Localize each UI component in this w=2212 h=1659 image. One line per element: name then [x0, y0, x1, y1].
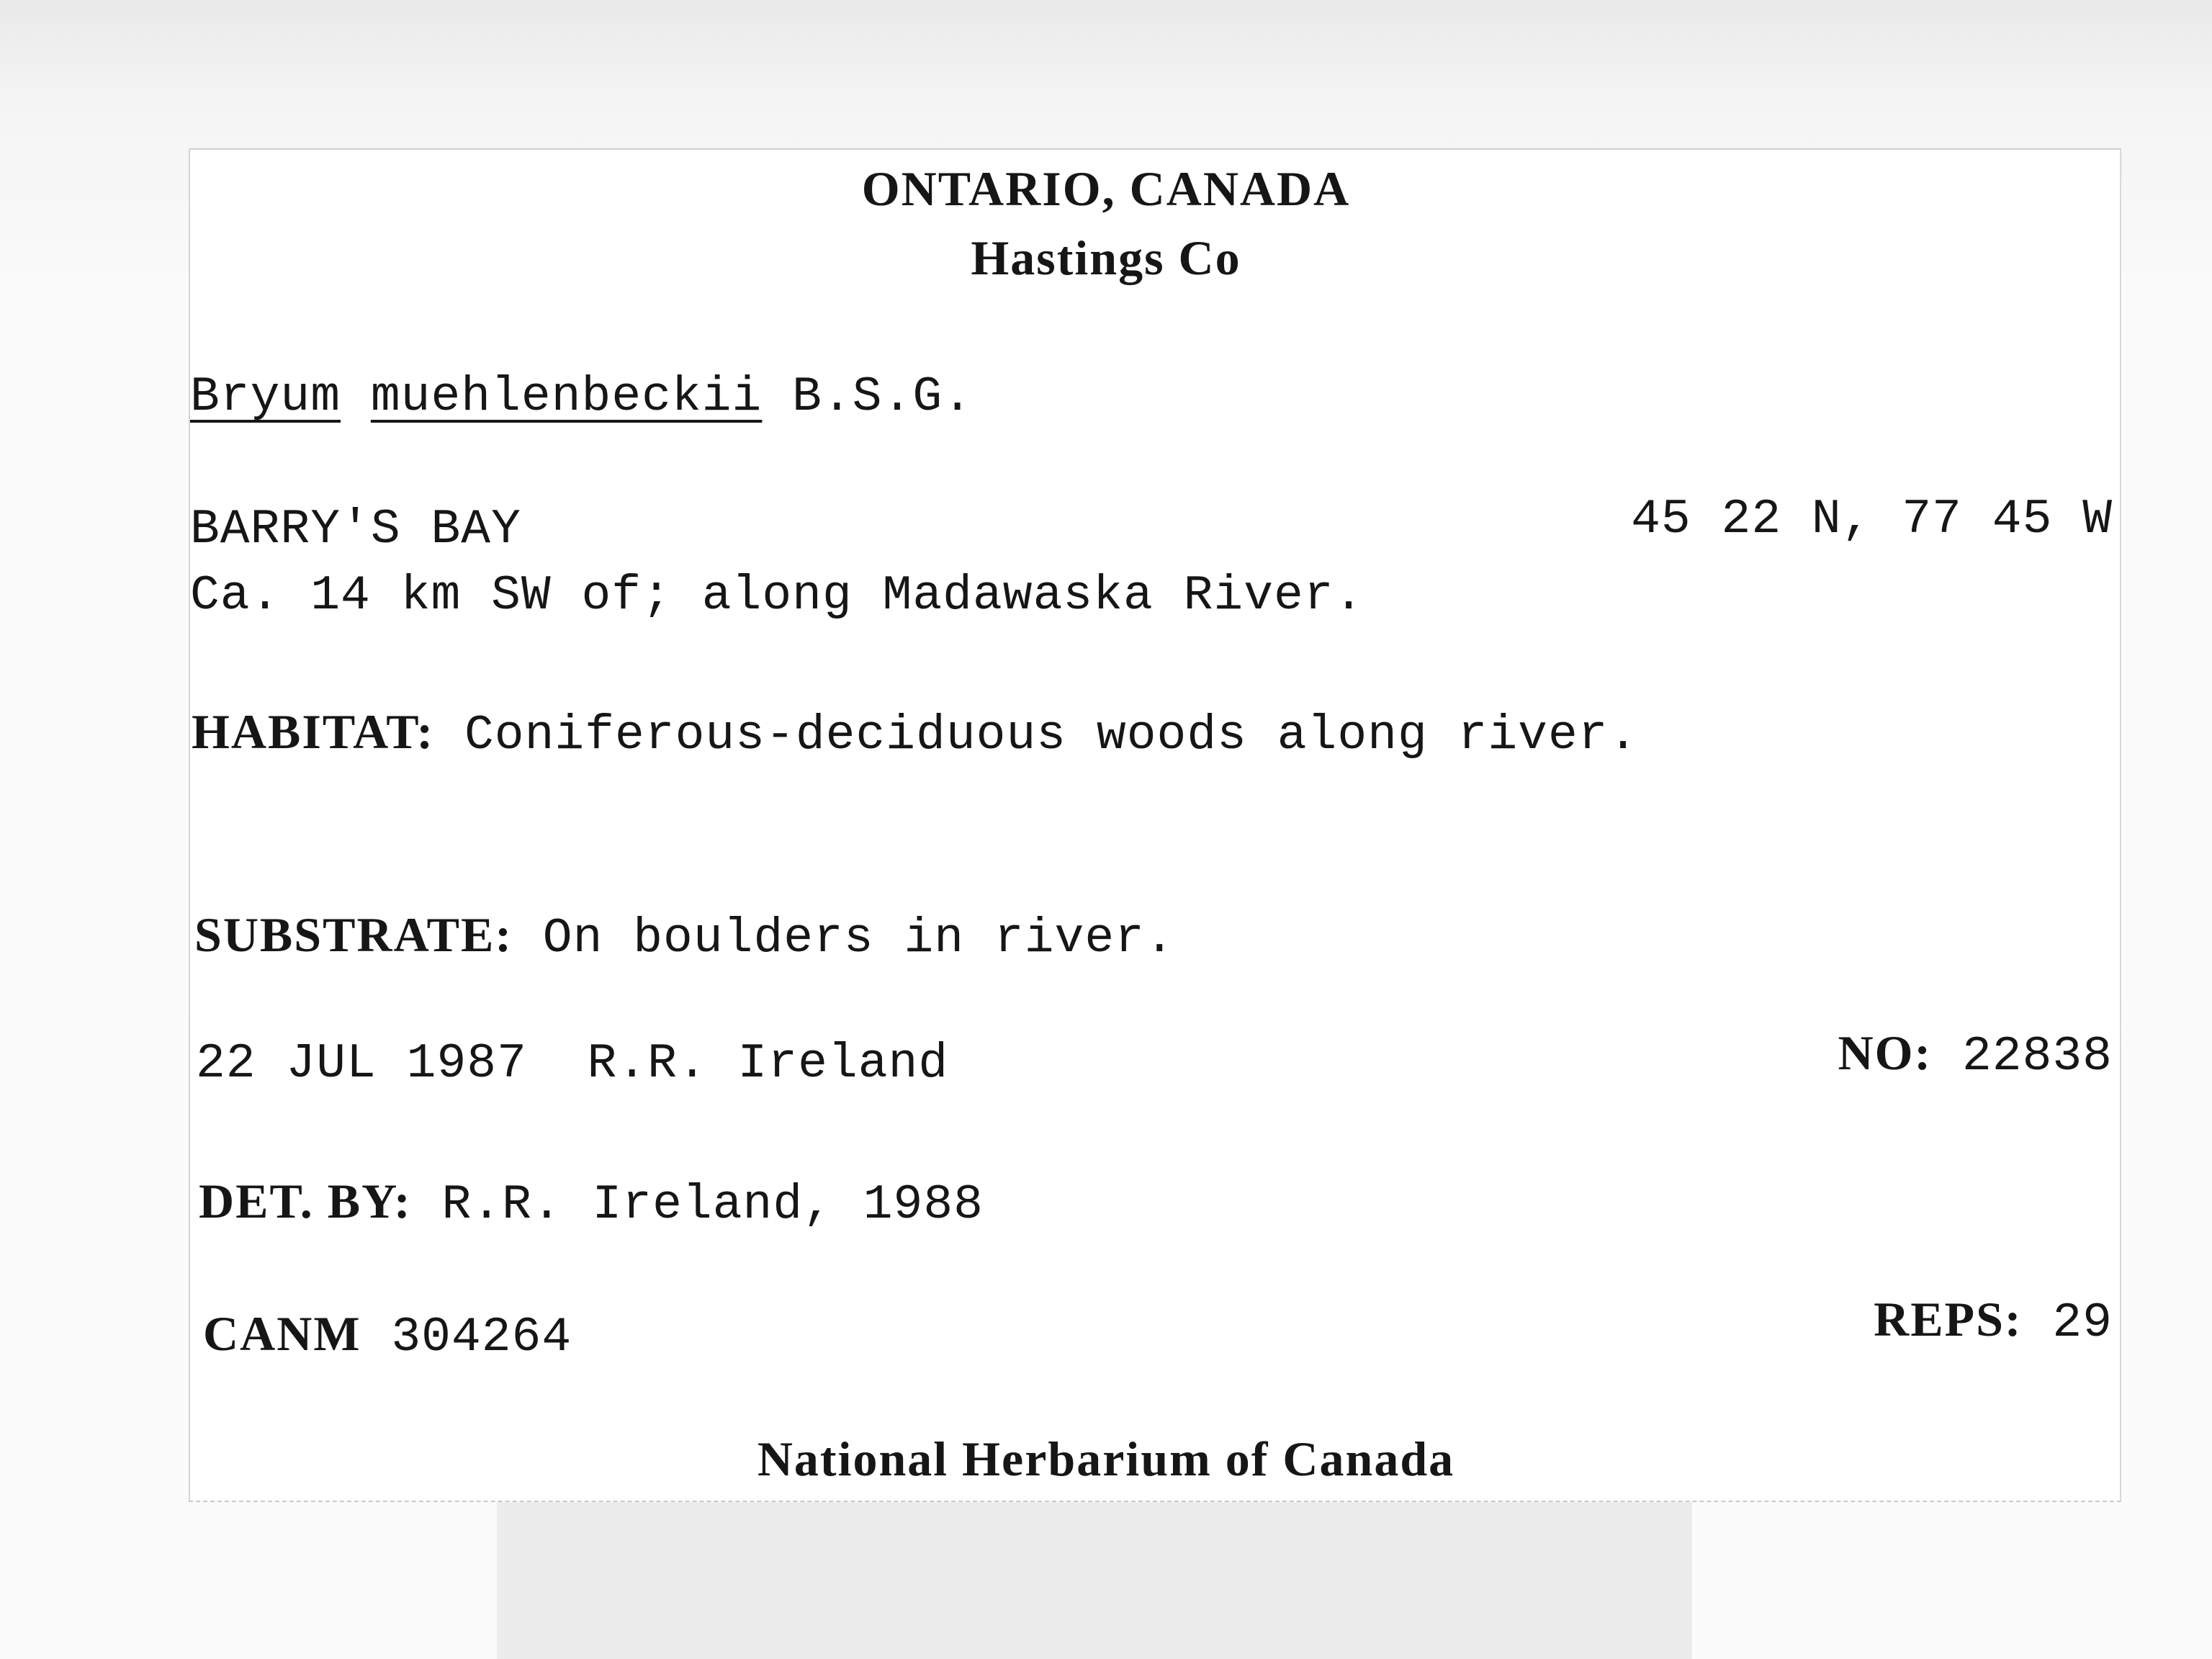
determination-value: R.R. Ireland, 1988	[441, 1177, 984, 1233]
genus-name: Bryum	[190, 369, 341, 425]
taxon-name	[190, 369, 973, 426]
number-label: NO:	[1838, 1025, 1933, 1080]
determination-row	[199, 1172, 984, 1234]
reps-label: REPS:	[1874, 1292, 2023, 1346]
locality-place: BARRY'S BAY	[190, 502, 521, 557]
region-heading: ONTARIO, CANADA	[861, 161, 1351, 216]
scan-shadow	[497, 1499, 1692, 1659]
species-epithet: muehlenbeckii	[370, 369, 763, 425]
collection-row	[196, 1035, 948, 1093]
collection-number: 22838	[1961, 1029, 2113, 1084]
locality-description: Ca. 14 km SW of; along Madawaska River.	[190, 568, 1364, 624]
accession-row	[203, 1305, 572, 1367]
institution-footer: National Herbarium of Canada	[757, 1431, 1455, 1486]
habitat-label: HABITAT:	[192, 704, 435, 759]
locality-coordinates: 45 22 N, 77 45 W	[1631, 492, 2113, 547]
reps-value: 29	[2052, 1295, 2113, 1351]
accession-number: 304264	[391, 1310, 572, 1365]
substrate-label: SUBSTRATE:	[194, 907, 513, 962]
substrate-row	[194, 906, 1175, 968]
reps-row	[1656, 1290, 2113, 1352]
determination-label: DET. BY:	[199, 1174, 412, 1228]
collection-date: 22 JUL 1987	[196, 1036, 527, 1092]
collection-number-row	[1656, 1024, 2113, 1086]
habitat-row	[192, 703, 1638, 765]
habitat-value: Coniferous-deciduous woods along river.	[464, 708, 1639, 763]
accession-label: CANM	[203, 1306, 361, 1361]
substrate-value: On boulders in river.	[542, 911, 1175, 966]
county-heading: Hastings Co	[971, 230, 1241, 285]
collector-name: R.R. Ireland	[587, 1036, 949, 1092]
taxon-authority: B.S.G.	[792, 369, 974, 425]
